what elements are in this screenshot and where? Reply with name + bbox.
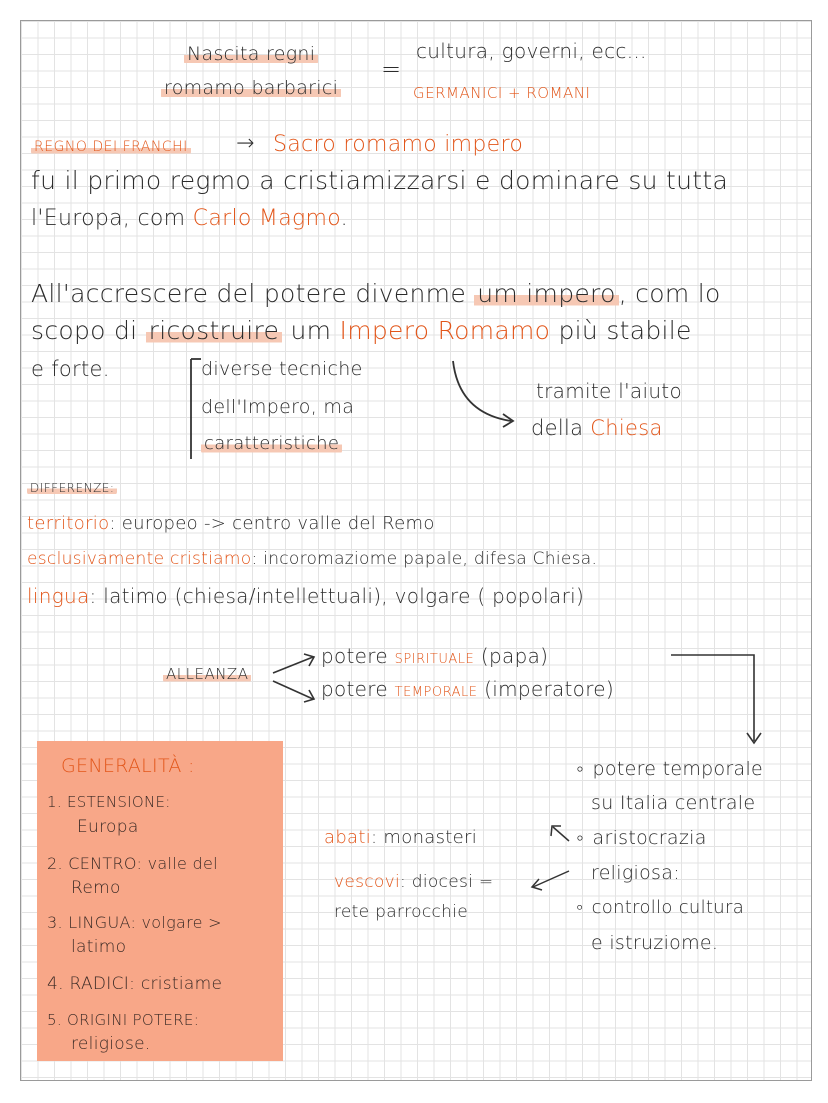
gen-item-3: 3. LINGUA: volgare > — [47, 913, 222, 932]
gen-item-1: 1. ESTENSIONE: — [47, 793, 171, 811]
via-line1: tramite l'aiuto — [536, 379, 682, 403]
abati-line: abati: monasteri — [324, 827, 478, 848]
alleanza-label: ALLEANZA — [163, 665, 251, 683]
spirituale-connector — [671, 655, 754, 741]
branch-line2: dell'Impero, ma — [201, 396, 355, 418]
header-left-line2: romamo barbarici — [161, 77, 341, 99]
header-right-line2: GERMANICI + ROMANI — [413, 84, 591, 102]
franchi-line2: l'Europa, com Carlo Magmo. — [31, 206, 348, 231]
differenze-row-lingua: lingua: latimo (chiesa/intellettuali), volgare ( popolari) — [27, 584, 585, 608]
accrescere-line1: All'accrescere del potere divenme um impero , com lo — [31, 279, 721, 308]
alleanza-arrow-down — [273, 681, 313, 699]
via-line2: della Chiesa — [531, 416, 663, 440]
gen-item-2: 2. CENTRO: valle del — [47, 854, 218, 873]
temporale-bullet-3: ∘ controllo cultura — [574, 897, 745, 918]
differenze-row-territorio: territorio: europeo -> centro valle del Remo — [27, 513, 435, 534]
gen-item-5: 5. ORIGINI POTERE: — [47, 1011, 200, 1029]
temporale-bullet-3-l2: e istruziome. — [591, 932, 719, 954]
accrescere-line2: scopo di ricostruire um Impero Romamo più stabile — [31, 316, 692, 345]
differenze-title: DIFFERENZE: — [27, 481, 117, 495]
generalita-box — [37, 741, 283, 1061]
temporale-bullet-1-l2: su Italia centrale — [591, 792, 756, 814]
temporale-bullet-2: ∘ aristocrazia — [574, 827, 707, 849]
differenze-row-cristiano: esclusivamente cristiamo: incoromaziome papale, difesa Chiesa. — [27, 549, 598, 569]
vescovi-line: vescovi: diocesi = — [334, 872, 494, 892]
header-left-line1: Nascita regni — [184, 43, 318, 65]
alleanza-row2: potere TEMPORALE (imperatore) — [321, 677, 615, 701]
alleanza-arrow-up — [273, 657, 313, 673]
gen-item-4: 4. RADICI: cristiame — [47, 974, 223, 994]
franchi-arrow: → — [236, 131, 255, 156]
vescovi-line2: rete parrocchie — [334, 902, 468, 922]
franchi-title: REGNO DEI FRANCHI — [31, 139, 191, 155]
temporale-bullet-1: ∘ potere temporale — [574, 758, 764, 780]
header-equals: = — [381, 55, 402, 83]
abati-arrow — [553, 827, 569, 841]
header-right-line1: cultura, governi, ecc... — [416, 39, 647, 63]
branch-line1: diverse tecniche — [201, 358, 363, 380]
carlo-magno: Carlo Magmo — [192, 206, 341, 231]
gen-item-5-l2: religiose. — [71, 1034, 151, 1054]
franchi-line1: fu il primo regmo a cristiamizzarsi e dominare su tutta — [31, 166, 729, 195]
notebook-page — [20, 20, 812, 1081]
alleanza-row1: potere SPIRITUALE (papa) — [321, 644, 549, 668]
chiesa-word: Chiesa — [590, 416, 663, 440]
vescovi-arrow — [533, 871, 569, 887]
franchi-target: Sacro romamo impero — [273, 132, 524, 157]
gen-item-1-l2: Europa — [77, 817, 139, 837]
gen-item-3-l2: latimo — [71, 937, 127, 957]
curved-arrow — [453, 361, 511, 421]
temporale-bullet-2-l2: religiosa: — [591, 862, 680, 884]
gen-item-2-l2: Remo — [71, 878, 121, 898]
accrescere-line3: e forte. — [31, 357, 110, 381]
branch-line3: caratteristiche — [201, 433, 342, 454]
generalita-title: GENERALITÀ : — [61, 755, 195, 777]
